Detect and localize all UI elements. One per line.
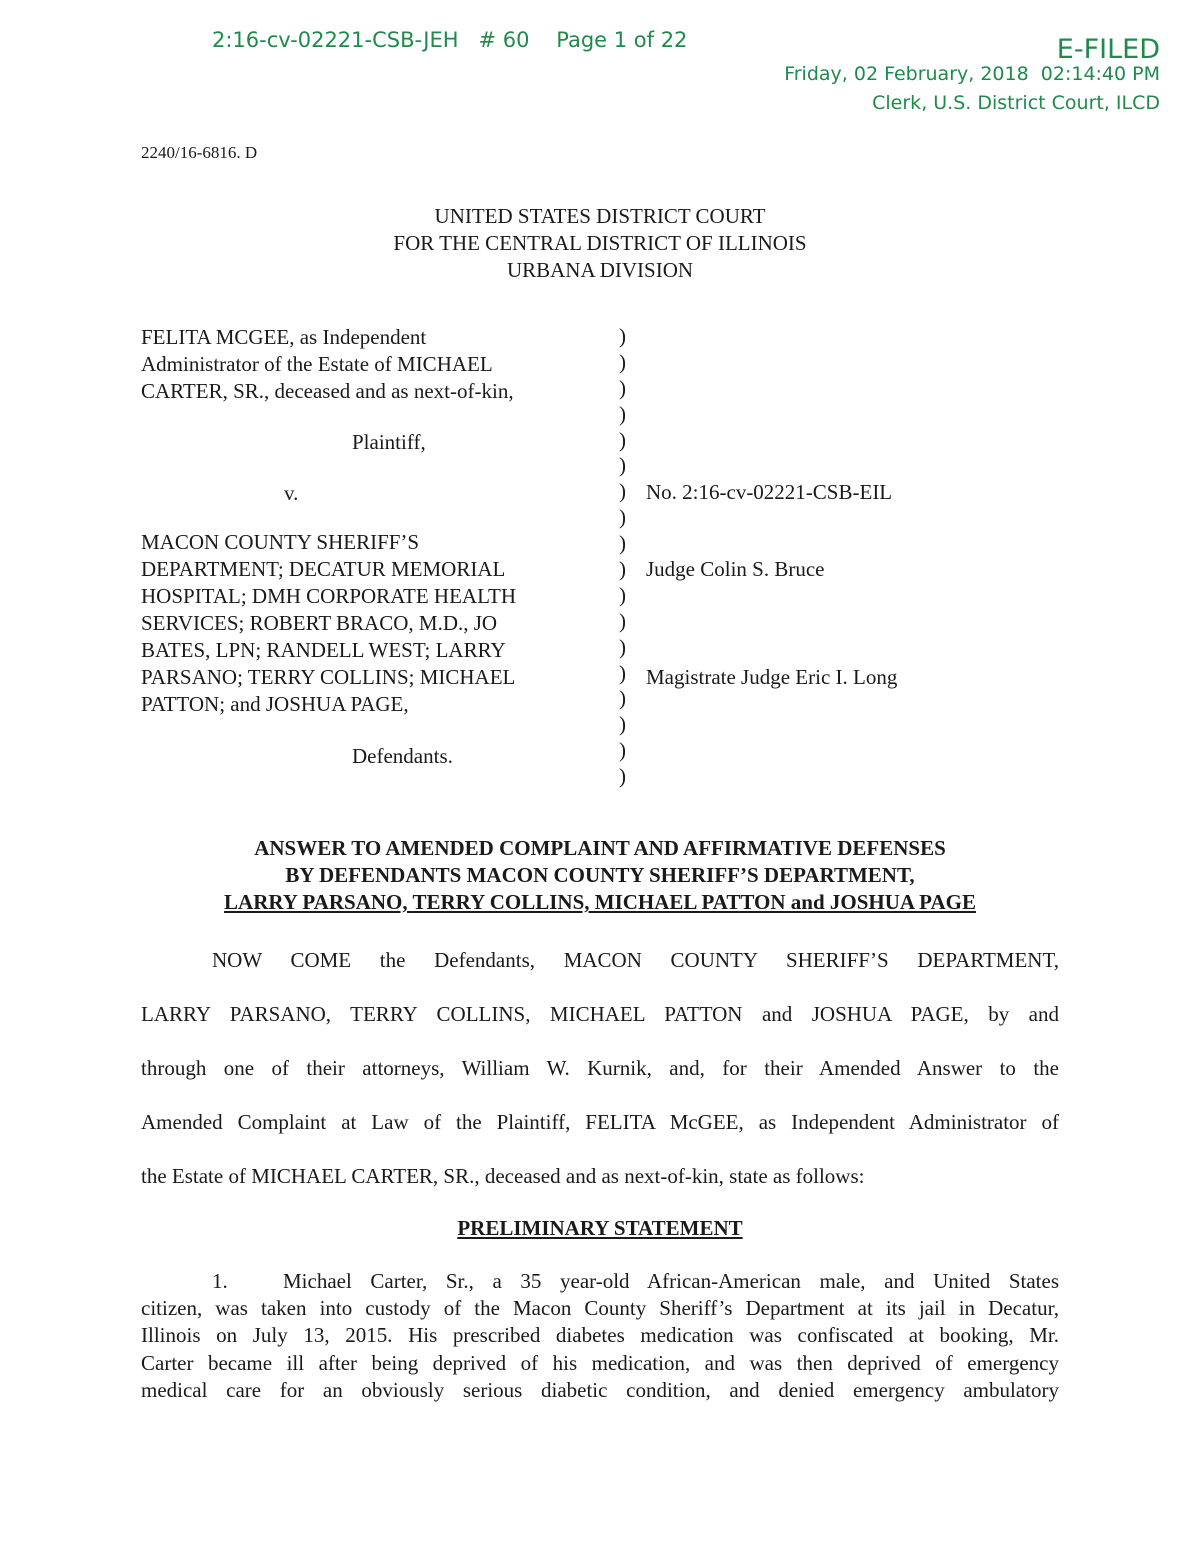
paren: ) [619,505,626,530]
efiled-label: E-FILED [1056,34,1160,65]
defendants-block [141,529,516,718]
file-reference: 2240/16-6816. D [141,143,258,162]
paragraph-line: Illinois on July 13, 2015. His prescribed diabetes medication was confiscated at booking, Mr. [141,1323,1059,1348]
intro-line: LARRY PARSANO, TERRY COLLINS, MICHAEL PATTON and JOSHUA PAGE, by and [141,1002,1059,1026]
title-line-2: BY DEFENDANTS MACON COUNTY SHERIFF’S DEPARTMENT, [285,863,915,887]
paren: ) [619,608,626,633]
plaintiff-line: CARTER, SR., deceased and as next-of-kin, [141,379,514,403]
case-number: No. 2:16-cv-02221-CSB-EIL [646,480,893,504]
case-header-stamp: 2:16-cv-02221-CSB-JEH # 60 Page 1 of 22 [212,28,688,52]
intro-line: NOW COME the Defendants, MACON COUNTY SHERIFF’S DEPARTMENT, [212,948,1059,972]
plaintiff-block [141,324,514,405]
court-line-1: UNITED STATES DISTRICT COURT [434,204,766,228]
magistrate-judge-name: Magistrate Judge Eric I. Long [646,665,898,689]
paragraph-line: medical care for an obviously serious diabetic condition, and denied emergency ambulatory [141,1377,1059,1402]
paragraph-1 [141,1268,1059,1404]
paren: ) [619,479,626,504]
efiled-date: Friday, 02 February, 2018 02:14:40 PM [784,63,1160,85]
plaintiff-line: FELITA MCGEE, as Independent [141,325,427,349]
paren: ) [619,712,626,737]
caption-parenthesis-column [619,324,626,790]
paren: ) [619,660,626,685]
intro-paragraph [141,933,1059,1203]
judge-name: Judge Colin S. Bruce [646,557,825,581]
paren: ) [619,427,626,452]
title-line-3: LARRY PARSANO, TERRY COLLINS, MICHAEL PATTON and JOSHUA PAGE [224,890,976,914]
paren: ) [619,349,626,374]
paren: ) [619,686,626,711]
paragraph-line: Carter became ill after being deprived of his medication, and was then deprived of emergency [141,1350,1059,1375]
title-line-1: ANSWER TO AMENDED COMPLAINT AND AFFIRMATIVE DEFENSES [254,836,946,860]
intro-line: through one of their attorneys, William W. Kurnik, and, for their Amended Answer to the [141,1056,1059,1080]
paren: ) [619,324,626,348]
defendant-line: HOSPITAL; DMH CORPORATE HEALTH [141,584,516,608]
paragraph-line: citizen, was taken into custody of the Macon County Sheriff’s Department at its jail in Decatur, [141,1296,1059,1321]
paren: ) [619,634,626,659]
plaintiff-line: Administrator of the Estate of MICHAEL [141,352,493,376]
court-heading [0,203,1200,284]
paragraph-line-text: Michael Carter, Sr., a 35 year-old African-American male, and United States [283,1269,1059,1293]
defendant-line: PARSANO; TERRY COLLINS; MICHAEL [141,665,516,689]
paren: ) [619,764,626,789]
defendant-line: BATES, LPN; RANDELL WEST; LARRY [141,638,506,662]
defendant-line: DEPARTMENT; DECATUR MEMORIAL [141,557,506,581]
defendants-label: Defendants. [352,744,453,768]
paren: ) [619,375,626,400]
section-heading: PRELIMINARY STATEMENT [457,1216,743,1240]
intro-line: the Estate of MICHAEL CARTER, SR., deceased and as next-of-kin, state as follows: [141,1164,865,1188]
document-title [0,835,1200,916]
plaintiff-label: Plaintiff, [352,430,426,454]
court-line-2: FOR THE CENTRAL DISTRICT OF ILLINOIS [393,231,807,255]
defendant-line: MACON COUNTY SHERIFF’S [141,530,420,554]
paren: ) [619,582,626,607]
paren: ) [619,453,626,478]
paragraph-line [141,1268,1059,1295]
paragraph-number: 1. [212,1269,228,1293]
paren: ) [619,401,626,426]
versus-label: v. [284,481,299,505]
efiled-clerk: Clerk, U.S. District Court, ILCD [872,92,1160,114]
defendant-line: PATTON; and JOSHUA PAGE, [141,692,409,716]
defendant-line: SERVICES; ROBERT BRACO, M.D., JO [141,611,498,635]
paren: ) [619,738,626,763]
paren: ) [619,557,626,582]
paren: ) [619,531,626,556]
court-line-3: URBANA DIVISION [506,258,694,282]
intro-line: Amended Complaint at Law of the Plaintiff, FELITA McGEE, as Independent Administrator of [141,1110,1059,1134]
